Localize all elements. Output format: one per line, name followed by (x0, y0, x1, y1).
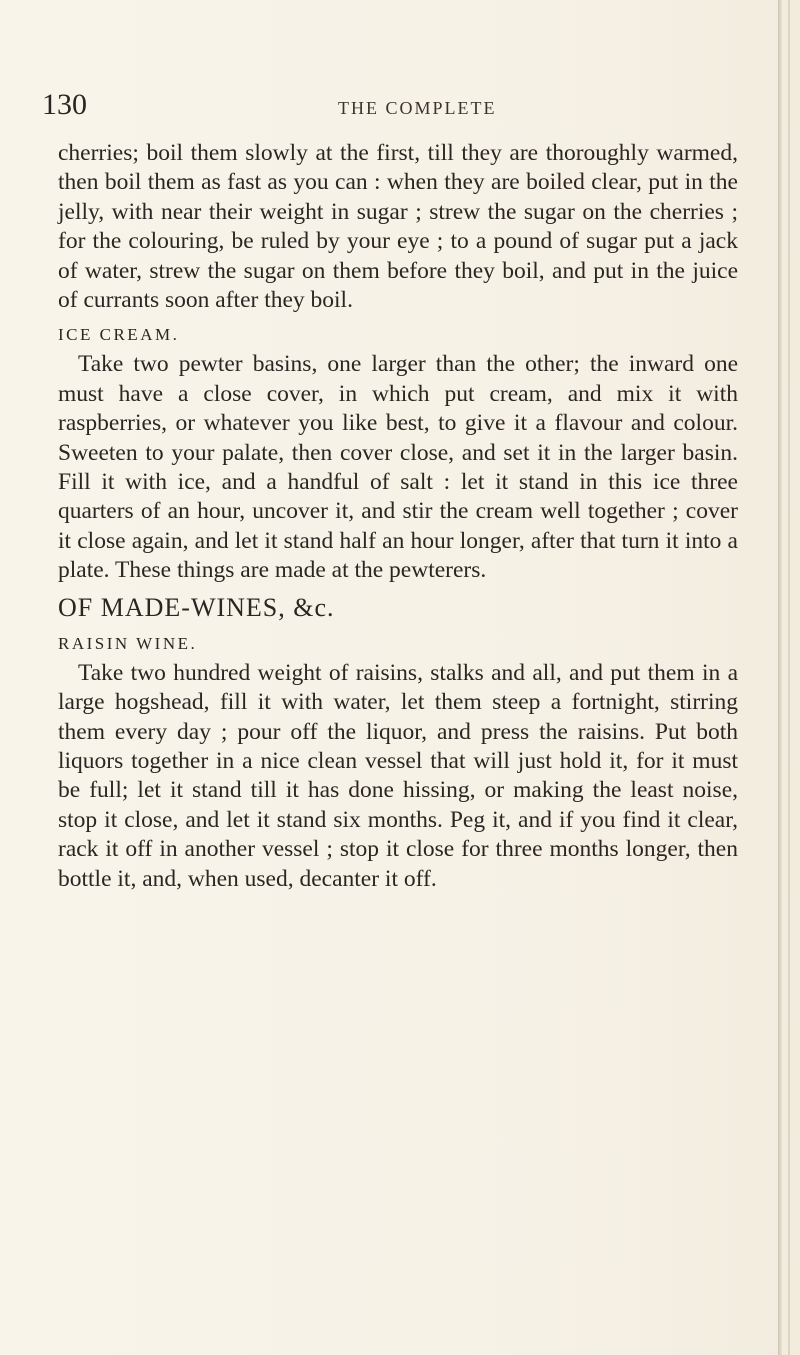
page-number: 130 (42, 88, 87, 121)
paragraph-ice-cream: Take two pewter basins, one larger than the other; the inward one must have a close cover, in which put cream, and mix it with raspberries, or whatever you like best, to give it a flavour and colour. Sweeten to your palate, then cover close, and set it in the larger basin. Fill it with ice, and a handful of salt : let it stand in this ice three quarters of an hour, uncover it, and stir the cream well together ; cover it close again, and let it stand half an hour longer, after that turn it into a plate. These things are made at the pewterers. (58, 351, 738, 584)
page-body (58, 139, 738, 894)
paragraph-cherries-continued: cherries; boil them slowly at the first, till they are thoroughly warmed, then boil them as fast as you can : when they are boiled clear, put in the jelly, with near their weight in sugar ; strew the sugar on the cherries ; for the colouring, be ruled by your eye ; to a pound of sugar put a jack of water, strew the sugar on them before they boil, and put in the juice of currants soon after they boil. (58, 140, 738, 314)
running-head: THE COMPLETE (338, 98, 497, 118)
heading-raisin-wine: RAISIN WINE. (58, 633, 198, 653)
page-edge-shadow (778, 0, 782, 1355)
paragraph-raisin-wine: Take two hundred weight of raisins, stalks and all, and put them in a large hogshead, fill it with water, let them steep a fortnight, stirring them every day ; pour off the liquor, and press the raisins. Put both liquors together in a nice clean vessel that will just hold it, for it must be full; let it stand till it has done hissing, or making the least noise, stop it close, and let it stand six months. Peg it, and if you find it clear, rack it off in another vessel ; stop it close for three months longer, then bottle it, and, when used, decanter it off. (58, 659, 738, 892)
page-header (42, 88, 742, 128)
page-edge-line (788, 0, 790, 1355)
heading-ice-cream: ICE CREAM. (58, 325, 180, 345)
heading-made-wines: OF MADE-WINES, &c. (58, 592, 335, 622)
